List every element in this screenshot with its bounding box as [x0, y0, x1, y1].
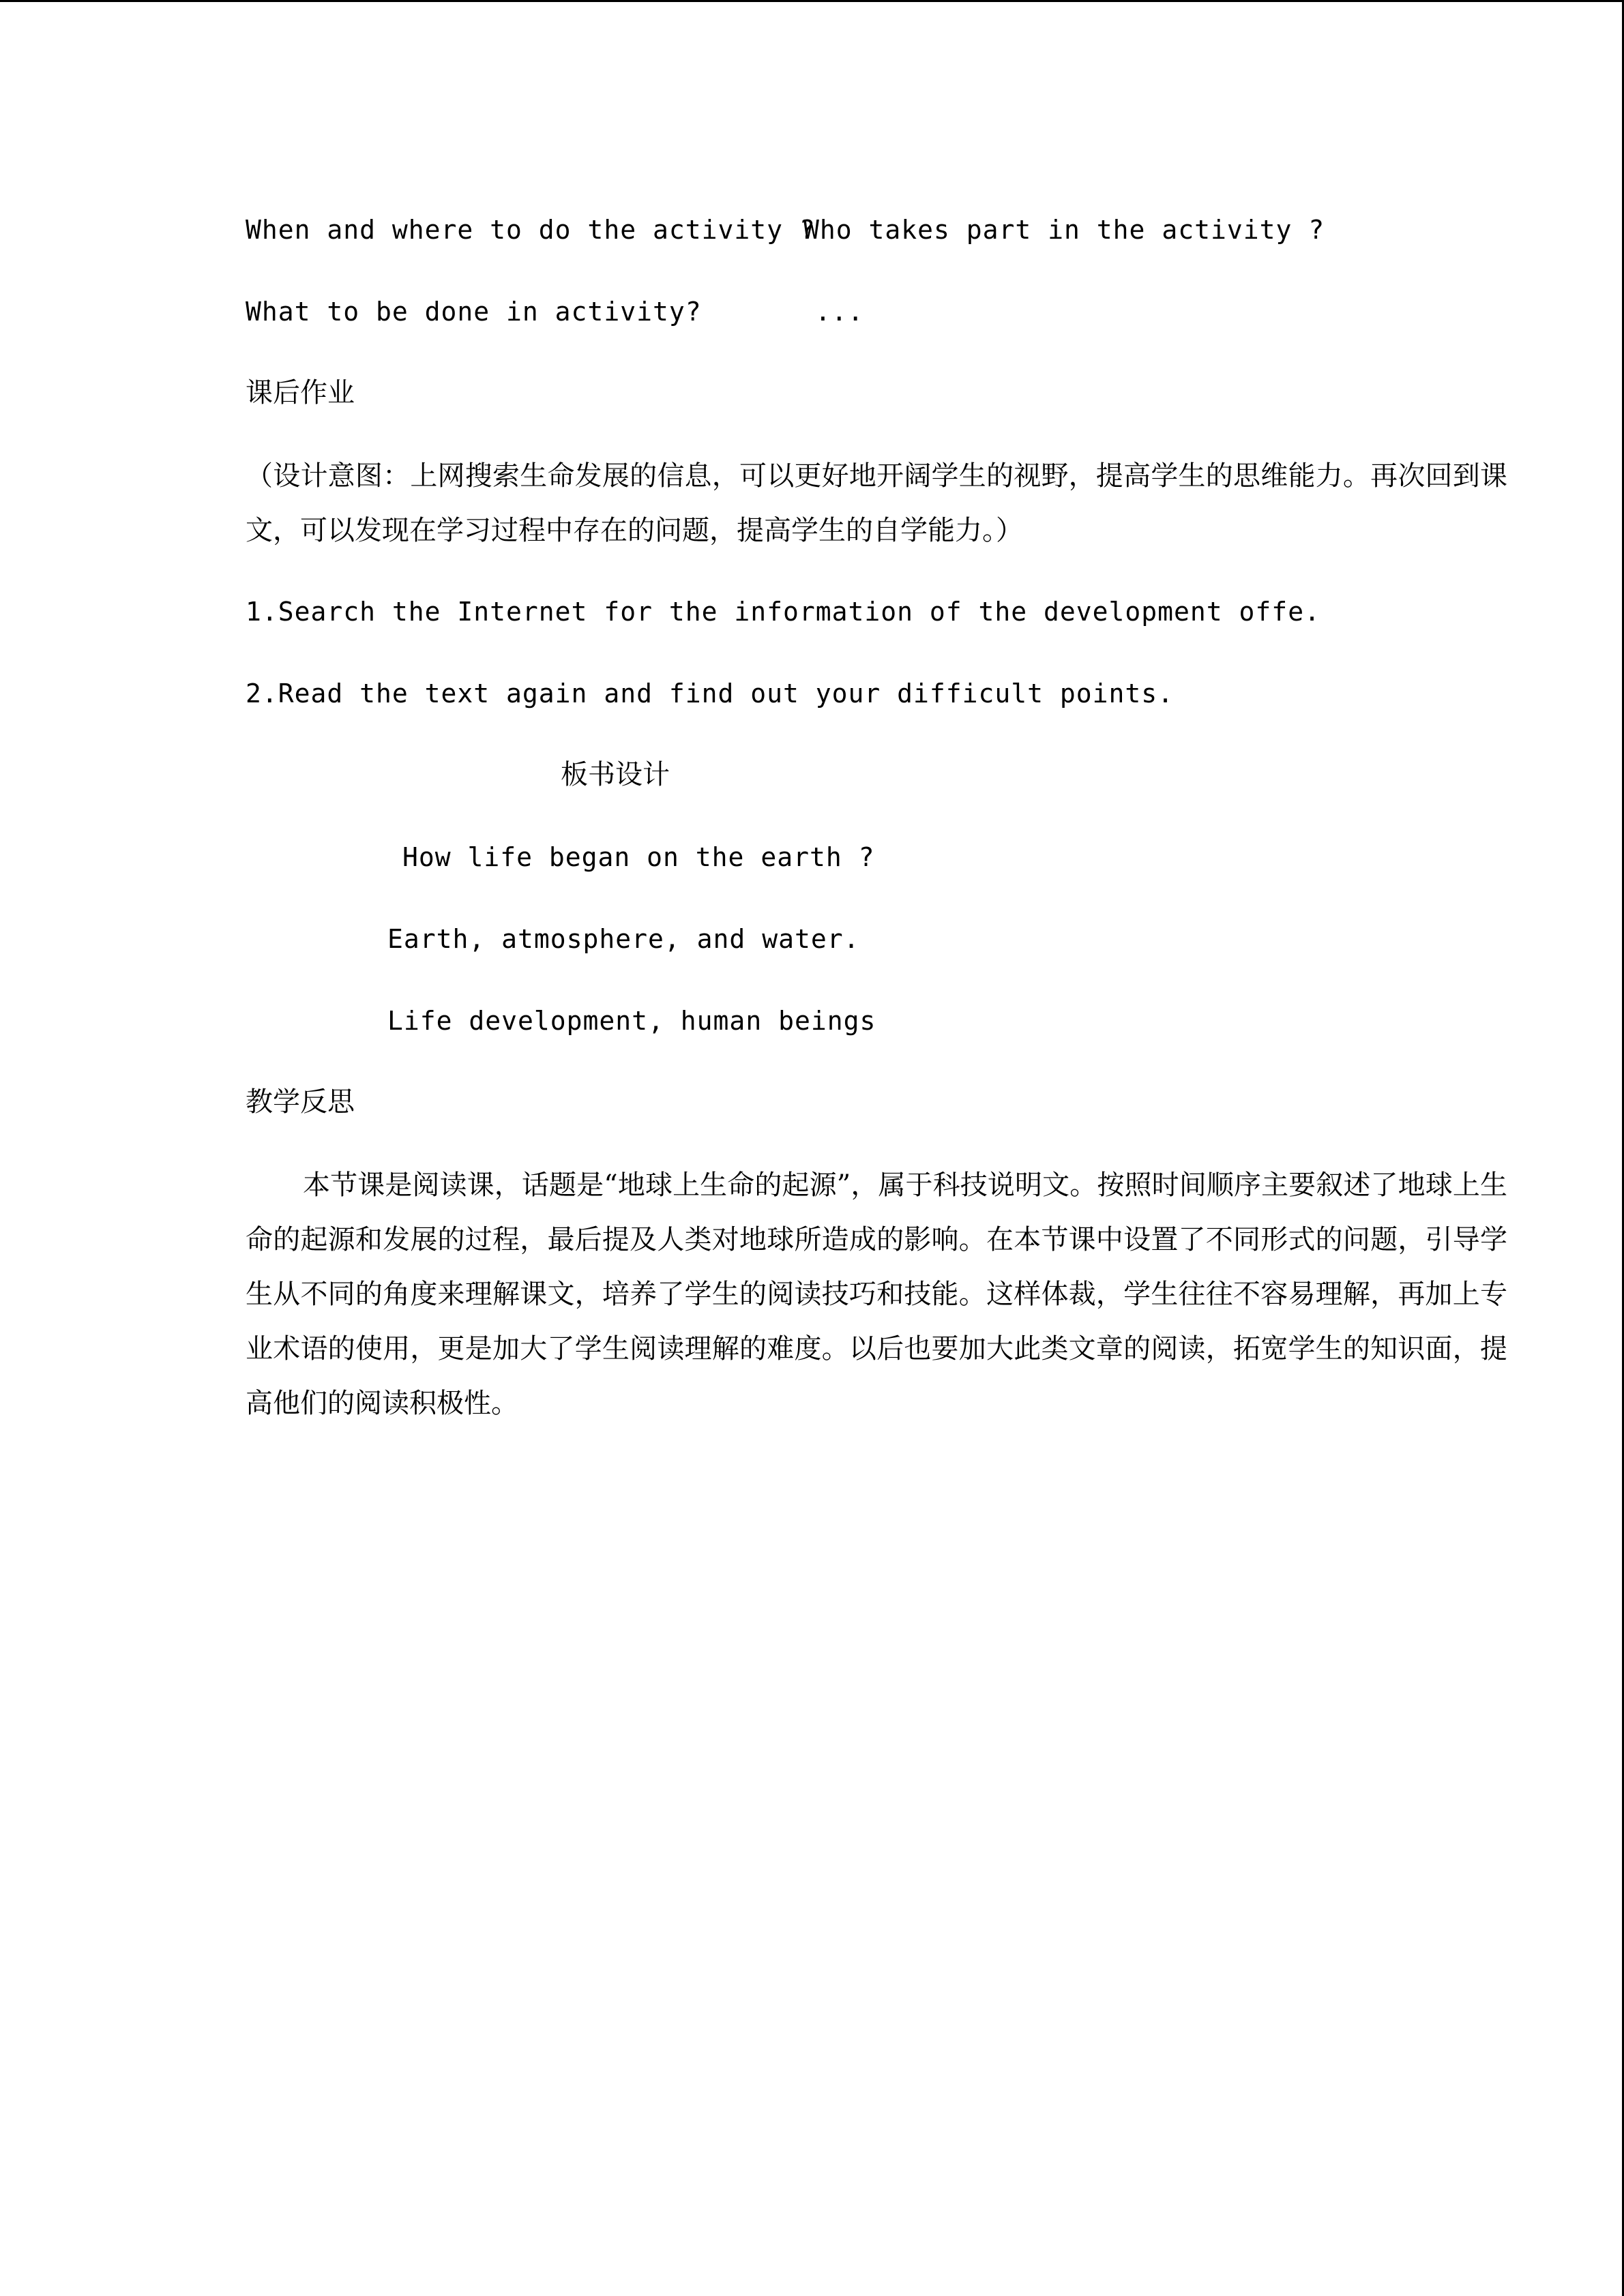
board-line-1: How life began on the earth ? [402, 842, 875, 872]
activity-question-when-where: When and where to do the activity ? [246, 215, 816, 245]
activity-question-who: Who takes part in the activity ? [803, 215, 1325, 245]
homework-heading: 课后作业 [246, 377, 355, 408]
reflection-body: 本节课是阅读课，话题是“地球上生命的起源”，属于科技说明文。按照时间顺序主要叙述了地球上生命的起源和发展的过程，最后提及人类对地球所造成的影响。在本节课中设置了不同形式的问题，引导学生从不同的角度来理解课文，培养了学生的阅读技巧和技能。这样体裁，学生往往不容易理解，再加上专业术语的使用，更是加大了学生阅读理解的难度。以后也要加大此类文章的阅读，拓宽学生的知识面，提高他们的阅读积极性。 [246, 1169, 1507, 1419]
activity-ellipsis: ... [815, 297, 864, 327]
homework-item-1: 1.Search the Internet for the information of the development offe. [246, 597, 1320, 627]
board-line-3: Life development, human beings [387, 1006, 876, 1036]
page-border-top [0, 0, 1624, 2]
board-line-2: Earth, atmosphere, and water. [387, 924, 860, 954]
homework-item-2: 2.Read the text again and find out your difficult points. [246, 679, 1175, 709]
activity-question-what: What to be done in activity? [246, 297, 702, 327]
reflection-heading: 教学反思 [246, 1086, 355, 1118]
board-design-heading: 板书设计 [561, 759, 670, 790]
homework-design-intent: （设计意图：上网搜索生命发展的信息，可以更好地开阔学生的视野，提高学生的思维能力。再次回到课文，可以发现在学习过程中存在的问题，提高学生的自学能力。） [246, 460, 1507, 546]
